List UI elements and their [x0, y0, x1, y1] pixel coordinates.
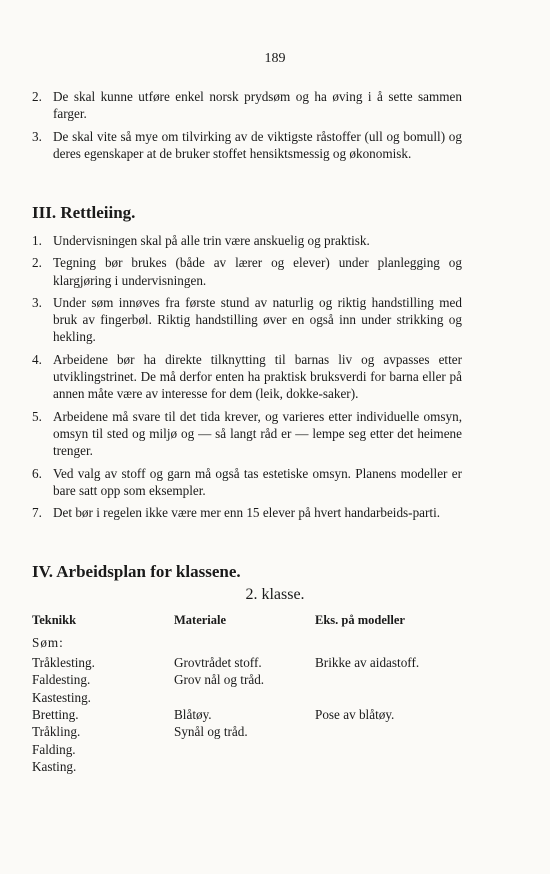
list-item	[32, 351, 462, 403]
list-item: Blåtøy.	[174, 707, 212, 722]
column-header-materiale: Materiale	[174, 613, 227, 627]
list-item: Grovtrådet stoff.	[174, 655, 262, 670]
list-item: Bretting.	[32, 707, 79, 722]
list-item	[32, 254, 462, 289]
item-text: De skal kunne utføre enkel norsk prydsøm og ha øving i å sette sammen farger.	[53, 89, 462, 122]
item-text: Det bør i regelen ikke være mer enn 15 elever på hvert handarbeids-parti.	[53, 505, 441, 521]
list-item: Kastesting.	[32, 689, 91, 705]
list-item	[32, 504, 462, 521]
teknikk-group	[32, 654, 95, 706]
item-text: Undervisningen skal på alle trin være anskuelig og praktisk.	[53, 233, 370, 248]
modeller-group	[315, 706, 394, 723]
item-text: Ved valg av stoff og garn må også tas estetiske omsyn. Planens modeller er bare satt opp som eksempler.	[53, 465, 462, 498]
section-heading: III. Rettleiing.	[32, 203, 136, 222]
list-item: Tråklesting.	[32, 655, 95, 670]
section-heading: IV. Arbeidsplan for klassene.	[32, 562, 241, 581]
item-text: Arbeidene bør ha direkte tilknytting til barnas liv og avpasses etter utviklingstrinet. De må derfor enten ha praktisk bruksverdi for barna eller på annen måte være av interesse for dem (leik, dokke-saker).	[53, 351, 462, 402]
list-item	[32, 128, 462, 163]
modeller-group	[315, 654, 419, 671]
list-item: Falding.	[32, 741, 76, 757]
list-item: Kasting.	[32, 758, 77, 774]
item-number: 2.	[32, 89, 42, 104]
list-item: Pose av blåtøy.	[315, 707, 395, 722]
list-item: Synål og tråd.	[174, 724, 248, 740]
materiale-group	[174, 706, 248, 741]
intro-list	[32, 88, 462, 167]
class-heading: 2. klasse.	[245, 586, 305, 603]
item-text: De skal vite så mye om tilvirking av de viktigste råstoffer (ull og bomull) og deres egenskaper at de bruker stoffet hensiktsmessig og økonomisk.	[53, 128, 462, 161]
item-number: 4.	[32, 351, 42, 367]
list-item	[32, 232, 462, 249]
page-number: 189	[264, 51, 286, 66]
item-text: Tegning bør brukes (både av lærer og elever) under planlegging og klargjøring i undervisningen.	[53, 255, 462, 288]
list-item: Faldesting.	[32, 672, 91, 688]
list-item: Tråkling.	[32, 724, 81, 740]
item-number: 3.	[32, 128, 42, 144]
teknikk-group	[32, 706, 80, 775]
list-item	[32, 294, 462, 346]
column-header-teknikk: Teknikk	[32, 613, 77, 627]
item-number: 3.	[32, 294, 42, 310]
item-text: Under søm innøves fra første stund av naturlig og riktig handstilling med bruk av fingerbøl. Riktig handstilling øver en også inn under strikking og hekling.	[53, 294, 462, 345]
list-item	[32, 88, 462, 123]
list-item	[32, 408, 462, 460]
list-item: Brikke av aidastoff.	[315, 655, 420, 670]
item-number: 2.	[32, 255, 42, 271]
list-item	[32, 465, 462, 500]
item-number: 6.	[32, 465, 42, 481]
item-number: 1.	[32, 233, 42, 248]
item-number: 5.	[32, 408, 42, 424]
guidance-list	[32, 232, 462, 526]
som-label: Søm:	[32, 635, 64, 650]
materiale-group	[174, 654, 264, 689]
item-text: Arbeidene må svare til det tida krever, og varieres etter individuelle omsyn, omsyn til sted og miljø og — så langt råd er — lempe seg etter det heimene trenger.	[53, 408, 462, 459]
column-header-modeller: Eks. på modeller	[315, 613, 405, 627]
list-item: Grov nål og tråd.	[174, 672, 265, 688]
item-number: 7.	[32, 505, 42, 521]
